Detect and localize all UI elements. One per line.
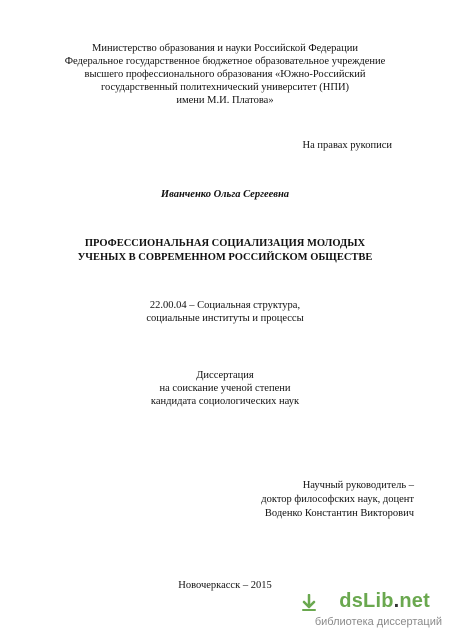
watermark-brand: [339, 590, 430, 613]
supervisor-line: Воденко Константин Викторович: [264, 508, 414, 519]
degree-line: на соискание ученой степени: [159, 383, 291, 394]
title-line: ПРОФЕССИОНАЛЬНАЯ СОЦИАЛИЗАЦИЯ МОЛОДЫХ: [84, 238, 366, 249]
author-name: Иванченко Ольга Сергеевна: [160, 189, 290, 200]
title-line: УЧЕНЫХ В СОВРЕМЕННОМ РОССИЙСКОМ ОБЩЕСТВЕ: [77, 252, 373, 263]
specialty-line: социальные институты и процессы: [146, 313, 304, 324]
download-arrow-icon: [300, 594, 318, 612]
dissertation-title: [0, 237, 450, 265]
brand-dot: .: [393, 590, 400, 612]
dslib-watermark[interactable]: [300, 590, 442, 628]
header-line: Министерство образования и науки Российской Федерации: [92, 43, 358, 54]
degree-statement: [0, 369, 450, 408]
city-year: Новочеркасск – 2015: [178, 580, 272, 591]
institution-header: [0, 42, 450, 107]
header-line: имени М.И. Платова»: [176, 95, 274, 106]
degree-line: Диссертация: [196, 370, 254, 381]
supervisor-line: Научный руководитель –: [302, 480, 414, 491]
header-line: Федеральное государственное бюджетное образовательное учреждение: [64, 56, 386, 67]
header-line: высшего профессионального образования «Южно-Российский: [84, 69, 366, 80]
supervisor-line: доктор философских наук, доцент: [261, 494, 414, 505]
header-line: государственный политехнический университет (НПИ): [100, 82, 350, 93]
manuscript-rights-note: На правах рукописи: [302, 140, 392, 151]
specialty-code: [0, 299, 450, 325]
brand-prefix: dsLib: [339, 590, 394, 612]
specialty-line: 22.00.04 – Социальная структура,: [149, 300, 301, 311]
brand-tld: net: [399, 590, 430, 612]
watermark-subtitle: библиотека диссертаций: [314, 616, 442, 628]
scientific-supervisor: [261, 479, 414, 521]
degree-line: кандидата социологических наук: [150, 396, 300, 407]
